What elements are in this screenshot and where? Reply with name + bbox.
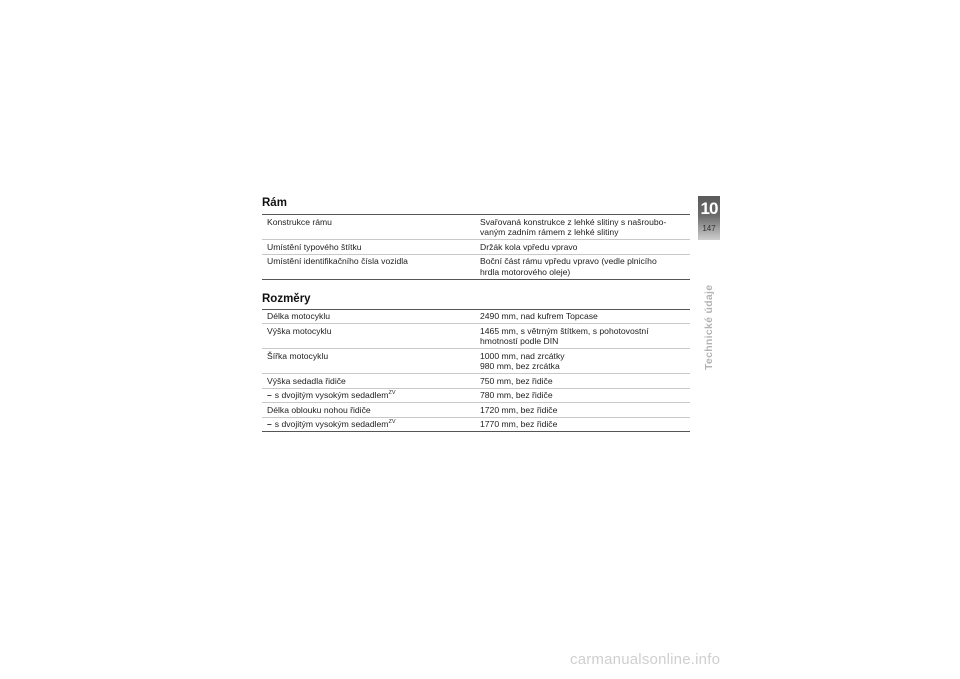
spec-value-line: Svařovaná konstrukce z lehké slitiny s našroubo- [480, 216, 667, 227]
table-row [262, 417, 690, 432]
spec-value-line: 980 mm, bez zrcátka [480, 361, 560, 371]
table-row [262, 215, 690, 240]
page-content [262, 193, 690, 432]
table-row [262, 254, 690, 279]
spec-label: Délka oblouku nohou řidiče [262, 403, 472, 418]
spec-label: Výška motocyklu [262, 324, 472, 349]
spec-value [472, 349, 690, 374]
watermark: carmanualsonline.info [570, 651, 721, 668]
section-title-frame: Rám [262, 197, 287, 209]
spec-label: Délka motocyklu [262, 309, 472, 324]
table-row [262, 349, 690, 374]
dash-marker: – [267, 419, 272, 429]
spec-value-line: vaným zadním rámem z lehké slitiny [480, 227, 619, 237]
spec-value [472, 254, 690, 279]
spec-value-line: 1000 mm, nad zrcátky [480, 350, 565, 361]
spec-value-line: 1465 mm, s větrným štítkem, s pohotovostní [480, 325, 649, 336]
spec-value [472, 403, 690, 418]
spec-value [472, 324, 690, 349]
spec-value-line: hmotností podle DIN [480, 336, 559, 346]
spec-value-line: 1770 mm, bez řidiče [480, 419, 558, 429]
spec-value-line: 780 mm, bez řidiče [480, 390, 553, 400]
table-row [262, 388, 690, 403]
spec-label: Umístění typového štítku [262, 240, 472, 255]
spec-value-line: Boční část rámu vpředu vpravo (vedle plnicího [480, 256, 657, 266]
spec-label: Umístění identifikačního čísla vozidla [262, 254, 472, 279]
spec-value [472, 388, 690, 403]
chapter-tab [698, 196, 720, 240]
spec-value-line: 1720 mm, bez řidiče [480, 404, 558, 415]
spec-value-line: 750 mm, bez řidiče [480, 375, 553, 386]
spec-label-text: s dvojitým vysokým sedadlem [274, 390, 389, 400]
spec-label: Šířka motocyklu [262, 349, 472, 374]
spec-label-text: s dvojitým vysokým sedadlem [274, 419, 389, 429]
page-number: 147 [702, 224, 716, 233]
option-marker: ZV [388, 419, 396, 425]
spec-value [472, 215, 690, 240]
table-row [262, 374, 690, 389]
spec-label: Výška sedadla řidiče [262, 374, 472, 389]
spec-value [472, 309, 690, 324]
spec-value-line: hrdla motorového oleje) [480, 266, 571, 277]
spec-value [472, 417, 690, 432]
option-marker: ZV [388, 390, 396, 396]
frame-spec-table [262, 214, 690, 280]
spec-value-line: 2490 mm, nad kufrem Topcase [480, 311, 598, 321]
spec-label-sub [262, 388, 472, 403]
section-title-dimensions: Rozměry [262, 292, 311, 305]
table-row [262, 403, 690, 418]
spec-value-line: Držák kola vpředu vpravo [480, 241, 578, 252]
spec-label-sub [262, 417, 472, 432]
dash-marker: – [267, 390, 272, 400]
table-row [262, 309, 690, 324]
dimensions-spec-table [262, 309, 690, 433]
table-row [262, 240, 690, 255]
chapter-number: 10 [700, 199, 718, 218]
spec-label: Konstrukce rámu [262, 215, 472, 240]
table-row [262, 324, 690, 349]
spec-value [472, 374, 690, 389]
chapter-title: Technické údaje [703, 284, 715, 370]
spec-value [472, 240, 690, 255]
